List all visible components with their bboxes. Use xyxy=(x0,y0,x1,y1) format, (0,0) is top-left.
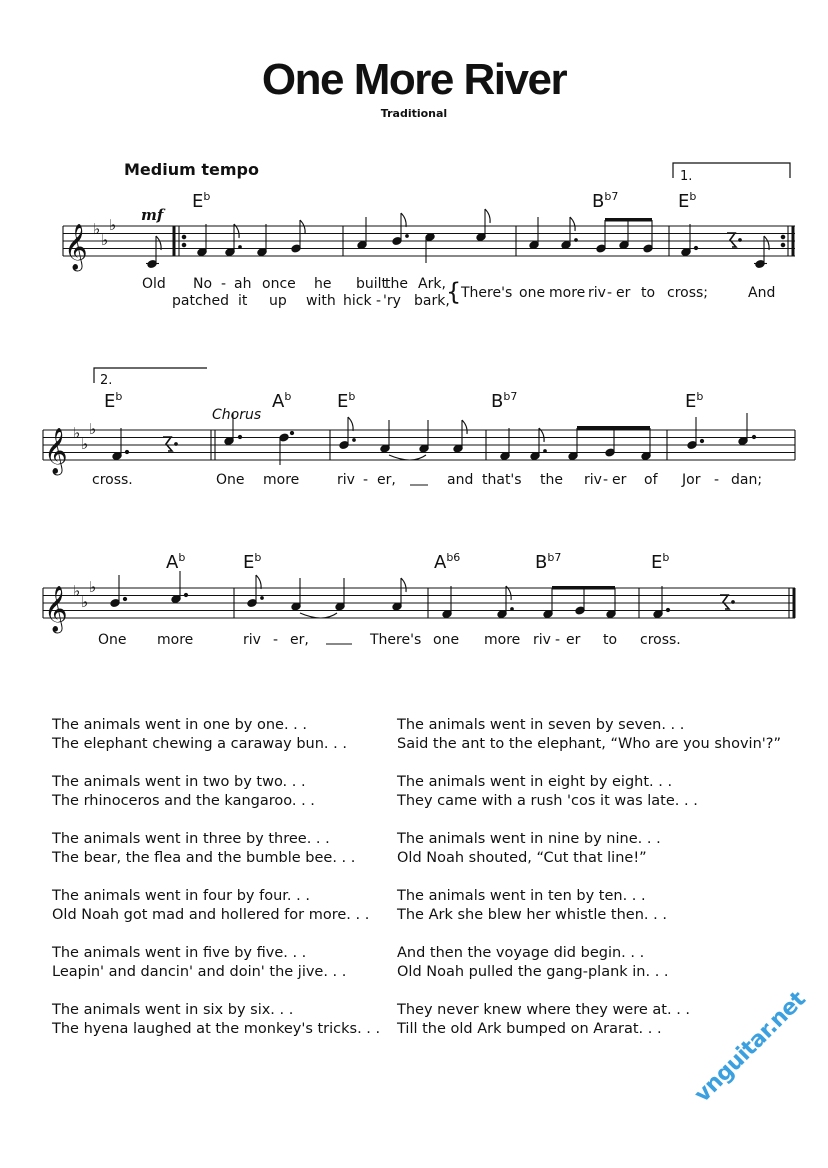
verse xyxy=(397,830,781,868)
svg-text:♭: ♭ xyxy=(93,220,101,238)
lyric-syllable: er xyxy=(612,472,627,488)
staff-2 xyxy=(43,430,795,460)
lyric-syllable: riv xyxy=(588,285,606,301)
composer-credit: Traditional xyxy=(380,107,448,120)
lyric-syllable: to xyxy=(641,285,656,301)
svg-text:♭: ♭ xyxy=(89,578,97,596)
verse xyxy=(397,887,781,925)
verse-line: They came with a rush 'cos it was late. . . xyxy=(397,793,698,809)
lyric-syllable: riv xyxy=(337,472,355,488)
verses-right-column xyxy=(397,716,781,1058)
verse-line: They never knew where they were at. . . xyxy=(397,1002,691,1018)
lyric-syllable: ah xyxy=(234,276,252,292)
verse xyxy=(397,944,781,982)
lyric-syllable: built xyxy=(356,276,388,292)
watermark-logo: vnguitar.net xyxy=(690,987,811,1108)
verse xyxy=(52,944,380,982)
lyric-syllable: that's xyxy=(482,472,522,488)
lyric-brace: { xyxy=(446,278,462,306)
lyric-syllable: There's xyxy=(461,285,513,301)
verse-line: Old Noah pulled the gang-plank in. . . xyxy=(397,964,669,980)
lyric-syllable: once xyxy=(262,276,296,292)
lyric-syllable: - xyxy=(607,285,613,301)
lyric-syllable: of xyxy=(644,472,658,488)
verses-left-column xyxy=(52,716,380,1058)
lyric-syllable: the xyxy=(540,472,563,488)
ending-1-label: 1. xyxy=(680,169,693,184)
notes-system-1 xyxy=(146,209,769,268)
svg-text:♭: ♭ xyxy=(89,420,97,438)
verse-line: Old Noah got mad and hollered for more. . . xyxy=(52,907,370,923)
dynamic-marking: mf xyxy=(141,206,164,224)
verse xyxy=(52,830,380,868)
lyric-syllable: he xyxy=(314,276,332,292)
svg-text:♭: ♭ xyxy=(101,231,109,249)
verse xyxy=(52,773,380,811)
chord-symbol: $B^{b7}$ xyxy=(535,551,562,573)
lyric-syllable: one xyxy=(519,285,546,301)
svg-text:♭: ♭ xyxy=(73,582,81,600)
lyric-syllable: hick xyxy=(343,293,372,309)
chord-symbol: $E^b$ xyxy=(192,190,211,212)
lyric-syllable: er, xyxy=(290,632,309,648)
verse-line: The animals went in six by six. . . xyxy=(52,1002,294,1018)
verse-line: The animals went in two by two. . . xyxy=(52,774,306,790)
lyric-syllable: bark, xyxy=(414,293,450,309)
ending-2-label: 2. xyxy=(100,373,113,388)
verse-line: Till the old Ark bumped on Ararat. . . xyxy=(397,1021,662,1037)
lyric-syllable: Old xyxy=(142,276,166,292)
tempo-marking: Medium tempo xyxy=(124,160,259,179)
lyric-syllable: - xyxy=(714,472,720,488)
lyric-syllable: - xyxy=(363,472,369,488)
lyric-syllable: cross. xyxy=(92,472,133,488)
key-signature xyxy=(73,216,116,611)
lyric-syllable: Jor xyxy=(682,472,701,488)
verse-line: The animals went in eight by eight. . . xyxy=(397,774,673,790)
verse xyxy=(52,1001,380,1039)
lyric-syllable: er xyxy=(616,285,631,301)
lyric-syllable: One xyxy=(216,472,245,488)
treble-clef: 𝄞 xyxy=(44,428,68,474)
lyric-syllable: more xyxy=(157,632,194,648)
lyric-syllable: riv xyxy=(584,472,602,488)
verse-line: The Ark she blew her whistle then. . . xyxy=(397,907,667,923)
lyric-syllable: dan; xyxy=(731,472,763,488)
svg-text:♭: ♭ xyxy=(109,216,117,234)
chorus-label: Chorus xyxy=(212,407,262,423)
lyric-syllable: cross. xyxy=(640,632,681,648)
lyric-syllable: and xyxy=(447,472,474,488)
lyric-syllable: it xyxy=(238,293,248,309)
verse-line: The animals went in nine by nine. . . xyxy=(397,831,661,847)
chord-symbol: $E^b$ xyxy=(651,551,670,573)
lyric-syllable: And xyxy=(748,285,776,301)
verse-line: The animals went in five by five. . . xyxy=(52,945,307,961)
lyric-syllable: with xyxy=(306,293,336,309)
svg-text:♭: ♭ xyxy=(81,593,89,611)
treble-clef: 𝄞 xyxy=(44,586,68,632)
treble-clef: 𝄞 xyxy=(64,224,88,270)
song-title: One More River xyxy=(261,55,567,104)
verse-line: The animals went in three by three. . . xyxy=(52,831,330,847)
verse-line: The animals went in ten by ten. . . xyxy=(397,888,646,904)
chord-symbol: $A^{b6}$ xyxy=(434,551,461,573)
chord-symbol: $E^b$ xyxy=(685,390,704,412)
lyric-syllable: - xyxy=(603,472,609,488)
verse-line: The animals went in four by four. . . xyxy=(52,888,310,904)
lyric-syllable: er, xyxy=(377,472,396,488)
verse-line: Said the ant to the elephant, “Who are you shovin'?” xyxy=(397,736,781,752)
lyric-syllable: to xyxy=(603,632,618,648)
svg-text:♭: ♭ xyxy=(81,435,89,453)
lyric-syllable: - xyxy=(221,276,227,292)
verse-line: The elephant chewing a caraway bun. . . xyxy=(52,736,347,752)
verse-line: The bear, the flea and the bumble bee. . . xyxy=(52,850,356,866)
lyric-syllable: patched xyxy=(172,293,230,309)
chord-symbol: $A^b$ xyxy=(166,551,186,573)
verse-line: The hyena laughed at the monkey's tricks. . . xyxy=(52,1021,381,1037)
svg-text:♭: ♭ xyxy=(73,424,81,442)
chord-symbol: $E^b$ xyxy=(243,551,262,573)
lyric-syllable: Ark, xyxy=(418,276,446,292)
notes-system-3 xyxy=(110,571,734,618)
lyric-syllable: - xyxy=(273,632,279,648)
lyric-syllable: One xyxy=(98,632,127,648)
lyric-syllable: There's xyxy=(370,632,422,648)
verse xyxy=(397,716,781,754)
lyric-syllable: the xyxy=(385,276,408,292)
lyric-syllable: riv xyxy=(243,632,261,648)
chord-symbol: $B^{b7}$ xyxy=(592,190,619,212)
chord-symbol: $B^{b7}$ xyxy=(491,390,518,412)
lyric-syllable: more xyxy=(484,632,521,648)
lyric-syllable: 'ry xyxy=(383,293,401,309)
verse-line: And then the voyage did begin. . . xyxy=(397,945,645,961)
chord-symbol: $A^b$ xyxy=(272,390,292,412)
verse xyxy=(397,1001,781,1039)
verse xyxy=(52,716,380,754)
lyric-syllable: er xyxy=(566,632,581,648)
verse xyxy=(397,773,781,811)
lyric-syllable: - xyxy=(555,632,561,648)
verse-line: Leapin' and dancin' and doin' the jive. . . xyxy=(52,964,347,980)
chord-symbol: $E^b$ xyxy=(337,390,356,412)
lyric-syllable: more xyxy=(549,285,586,301)
lyric-syllable: up xyxy=(269,293,287,309)
lyric-syllable: - xyxy=(376,293,382,309)
chord-symbol: $E^b$ xyxy=(678,190,697,212)
verse-line: The animals went in one by one. . . xyxy=(52,717,307,733)
chord-symbol: $E^b$ xyxy=(104,390,123,412)
verse-line: Old Noah shouted, “Cut that line!” xyxy=(397,850,647,866)
verse-line: The rhinoceros and the kangaroo. . . xyxy=(52,793,315,809)
notes-system-2 xyxy=(112,413,756,465)
lyric-syllable: cross; xyxy=(667,285,709,301)
lyric-syllable: riv xyxy=(533,632,551,648)
verse xyxy=(52,887,380,925)
lyric-syllable: one xyxy=(433,632,460,648)
staff-3 xyxy=(43,588,795,618)
lyric-syllable: No xyxy=(193,276,213,292)
verse-line: The animals went in seven by seven. . . xyxy=(397,717,685,733)
lyric-syllable: more xyxy=(263,472,300,488)
